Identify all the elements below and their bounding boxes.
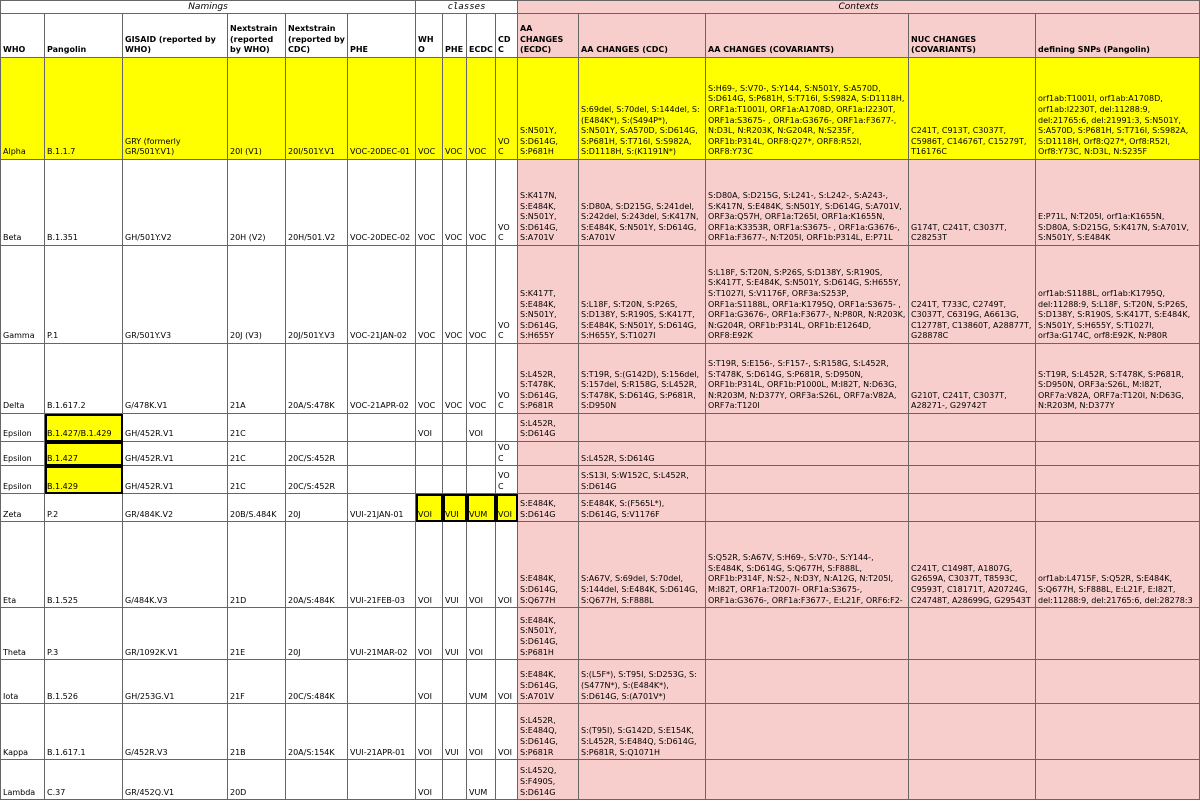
cell-class-cdc: VOI: [496, 494, 518, 522]
cell-class-who: VOC: [416, 58, 443, 160]
cell-who: Epsilon: [1, 442, 45, 466]
cell-nuc-covariants: [909, 760, 1036, 800]
cell-class-who: [416, 442, 443, 466]
cell-defining-snps: [1036, 414, 1200, 442]
cell-nextstrain-cdc: 20A/S:154K: [286, 704, 348, 760]
cell-nextstrain-who: 21B: [228, 704, 286, 760]
cell-phe: VOC-20DEC-02: [348, 160, 416, 246]
cell-nextstrain-cdc: 20C/S:484K: [286, 660, 348, 704]
cell-class-cdc: [496, 760, 518, 800]
cell-nuc-covariants: C241T, T733C, C2749T, C3037T, C6319G, A6613G, C12778T, C13860T, A28877T, G28878C: [909, 246, 1036, 344]
cell-class-cdc: VOC: [496, 466, 518, 494]
cell-nextstrain-who: 21C: [228, 442, 286, 466]
cell-nextstrain-cdc: 20A/S:484K: [286, 522, 348, 608]
cell-nuc-covariants: [909, 608, 1036, 660]
col-nuc-covariants: NUC CHANGES (COVARIANTS): [909, 14, 1036, 58]
cell-who: Kappa: [1, 704, 45, 760]
cell-aa-ecdc: S:E484K, S:N501Y, S:D614G, S:P681H: [518, 608, 579, 660]
col-nextstrain-cdc: Nextstrain (reported by CDC): [286, 14, 348, 58]
cell-pangolin: B.1.351: [45, 160, 123, 246]
cell-class-cdc: [496, 608, 518, 660]
cell-aa-cdc: S:E484K, S:(F565L*), S:D614G, S:V1176F: [579, 494, 706, 522]
cell-class-cdc: VOI: [496, 522, 518, 608]
cell-class-ecdc: VOI: [467, 608, 496, 660]
cell-aa-cdc: S:S13I, S:W152C, S:L452R, S:D614G: [579, 466, 706, 494]
cell-aa-covariants: [706, 608, 909, 660]
cell-defining-snps: [1036, 494, 1200, 522]
cell-class-phe: [443, 442, 467, 466]
cell-aa-ecdc: S:K417N, S:E484K, S:N501Y, S:D614G, S:A701V: [518, 160, 579, 246]
cell-aa-cdc: S:L452R, S:D614G: [579, 442, 706, 466]
col-phe: PHE: [348, 14, 416, 58]
cell-gisaid: GH/253G.V1: [123, 660, 228, 704]
cell-aa-cdc: [579, 760, 706, 800]
cell-aa-ecdc: [518, 466, 579, 494]
cell-class-cdc: VOC: [496, 246, 518, 344]
cell-nextstrain-cdc: 20C/S:452R: [286, 466, 348, 494]
cell-who: Alpha: [1, 58, 45, 160]
cell-class-phe: [443, 414, 467, 442]
cell-class-phe: VOC: [443, 246, 467, 344]
cell-nextstrain-who: 21F: [228, 660, 286, 704]
cell-class-phe: VOC: [443, 160, 467, 246]
cell-aa-ecdc: S:E484K, S:D614G, S:Q677H: [518, 522, 579, 608]
table-row: [1, 466, 1200, 494]
cell-class-phe: VUI: [443, 522, 467, 608]
cell-class-who: VOI: [416, 608, 443, 660]
cell-phe: VUI-21APR-01: [348, 704, 416, 760]
cell-aa-covariants: [706, 442, 909, 466]
cell-aa-ecdc: S:E484K, S:D614G, S:A701V: [518, 660, 579, 704]
cell-pangolin: P.2: [45, 494, 123, 522]
cell-class-who: VOC: [416, 246, 443, 344]
group-namings: Namings: [1, 1, 416, 14]
cell-class-who: VOI: [416, 760, 443, 800]
table-row: [1, 760, 1200, 800]
cell-class-cdc: VOC: [496, 344, 518, 414]
cell-gisaid: GH/501Y.V2: [123, 160, 228, 246]
cell-who: Epsilon: [1, 414, 45, 442]
cell-class-phe: [443, 660, 467, 704]
table-row: [1, 414, 1200, 442]
cell-defining-snps: [1036, 466, 1200, 494]
cell-defining-snps: E:P71L, N:T205I, orf1a:K1655N, S:D80A, S:D215G, S:K417N, S:A701V, S:N501Y, S:E484K: [1036, 160, 1200, 246]
cell-class-ecdc: VOI: [467, 704, 496, 760]
cell-aa-cdc: S:D80A, S:D215G, S:241del, S:242del, S:243del, S:K417N, S:E484K, S:N501Y, S:D614G, S:A701V: [579, 160, 706, 246]
cell-nextstrain-who: 21D: [228, 522, 286, 608]
cell-pangolin: P.3: [45, 608, 123, 660]
table-row: [1, 442, 1200, 466]
cell-class-who: VOI: [416, 414, 443, 442]
cell-aa-covariants: S:L18F, S:T20N, S:P26S, S:D138Y, S:R190S, S:K417T, S:E484K, S:N501Y, S:D614G, S:H655Y, S:T1027I, S:V1176F, ORF3a:S253P, ORF1a:S1188L, ORF1a:K1795Q, ORF1a:S3675- , ORF1a:G3676-, ORF1a:F3677-, N:P80R, N:R203K, N:G204R, ORF1b:P314L, ORF1b:E1264D, ORF8:E92K: [706, 246, 909, 344]
cell-nuc-covariants: [909, 442, 1036, 466]
table-row: [1, 246, 1200, 344]
cell-nextstrain-cdc: 20C/S:452R: [286, 442, 348, 466]
cell-class-ecdc: VOC: [467, 160, 496, 246]
cell-nextstrain-cdc: 20I/501Y.V1: [286, 58, 348, 160]
cell-aa-covariants: S:D80A, S:D215G, S:L241-, S:L242-, S:A243-, S:K417N, S:E484K, S:N501Y, S:D614G, S:A701V, ORF3a:Q57H, ORF1a:T265I, ORF1a:K1655N, ORF1a:K3353R, ORF1a:S3675- , ORF1a:G3676-, ORF1a:F3677-, N:T205I, ORF1b:P314L, E:P71L: [706, 160, 909, 246]
cell-aa-ecdc: S:K417T, S:E484K, S:N501Y, S:D614G, S:H655Y: [518, 246, 579, 344]
col-aa-covariants: AA CHANGES (COVARIANTS): [706, 14, 909, 58]
cell-class-who: VOC: [416, 344, 443, 414]
cell-class-ecdc: VUM: [467, 494, 496, 522]
cell-defining-snps: [1036, 608, 1200, 660]
cell-nextstrain-who: 20J (V3): [228, 246, 286, 344]
cell-gisaid: G/484K.V3: [123, 522, 228, 608]
cell-nuc-covariants: [909, 494, 1036, 522]
cell-class-who: VOI: [416, 494, 443, 522]
cell-pangolin: B.1.617.2: [45, 344, 123, 414]
cell-class-ecdc: VUM: [467, 760, 496, 800]
cell-nextstrain-cdc: [286, 414, 348, 442]
cell-defining-snps: orf1ab:S1188L, orf1ab:K1795Q, del:11288:9, S:L18F, S:T20N, S:P26S, S:D138Y, S:R190S, S:K417T, S:E484K, S:N501Y, S:H655Y, S:T1027I, orf3a:G174C, orf8:E92K, N:P80R: [1036, 246, 1200, 344]
cell-class-phe: VUI: [443, 704, 467, 760]
cell-aa-ecdc: S:L452R, S:T478K, S:D614G, S:P681R: [518, 344, 579, 414]
cell-aa-covariants: [706, 660, 909, 704]
table-row: [1, 160, 1200, 246]
cell-pangolin: B.1.526: [45, 660, 123, 704]
cell-pangolin: B.1.525: [45, 522, 123, 608]
cell-phe: VUI-21MAR-02: [348, 608, 416, 660]
cell-who: Lambda: [1, 760, 45, 800]
cell-aa-covariants: S:T19R, S:E156-, S:F157-, S:R158G, S:L452R, S:T478K, S:D614G, S:P681R, S:D950N, ORF1b:P314L, ORF1b:P1000L, M:I82T, N:D63G, N:R203M, N:D377Y, ORF3a:S26L, ORF7a:V82A, ORF7a:T120I: [706, 344, 909, 414]
cell-class-ecdc: VUM: [467, 660, 496, 704]
cell-aa-cdc: S:A67V, S:69del, S:70del, S:144del, S:E484K, S:D614G, S:Q677H, S:F888L: [579, 522, 706, 608]
cell-nextstrain-cdc: 20J/501Y.V3: [286, 246, 348, 344]
cell-who: Gamma: [1, 246, 45, 344]
cell-who: Theta: [1, 608, 45, 660]
col-class-who: WHO: [416, 14, 443, 58]
cell-nextstrain-who: 20B/S.484K: [228, 494, 286, 522]
col-pangolin: Pangolin: [45, 14, 123, 58]
cell-class-cdc: VOI: [496, 660, 518, 704]
cell-nextstrain-cdc: 20H/501.V2: [286, 160, 348, 246]
table-row: [1, 58, 1200, 160]
col-nextstrain-who: Nextstrain (reported by WHO): [228, 14, 286, 58]
cell-aa-cdc: S:69del, S:70del, S:144del, S:(E484K*), S:(S494P*), S:N501Y, S:A570D, S:D614G, S:P681H, S:T716I, S:S982A, S:D1118H, S:(K1191N*): [579, 58, 706, 160]
table-row: [1, 660, 1200, 704]
cell-defining-snps: [1036, 442, 1200, 466]
cell-aa-cdc: S:T19R, S:(G142D), S:156del, S:157del, S:R158G, S:L452R, S:T478K, S:D614G, S:P681R, S:D950N: [579, 344, 706, 414]
cell-class-ecdc: VOI: [467, 414, 496, 442]
cell-aa-covariants: [706, 494, 909, 522]
cell-nextstrain-who: 20I (V1): [228, 58, 286, 160]
cell-phe: VOC-20DEC-01: [348, 58, 416, 160]
cell-nextstrain-who: 21A: [228, 344, 286, 414]
cell-nuc-covariants: [909, 704, 1036, 760]
table-row: [1, 344, 1200, 414]
cell-defining-snps: orf1ab:T1001I, orf1ab:A1708D, orf1ab:I2230T, del:11288:9, del:21765:6, del:21991:3, S:N501Y, S:A570D, S:P681H, S:T716I, S:S982A, S:D1118H, Orf8:Q27*, Orf8:R52I, Orf8:Y73C, N:D3L, N:S235F: [1036, 58, 1200, 160]
cell-defining-snps: orf1ab:L4715F, S:Q52R, S:E484K, S:Q677H, S:F888L, E:L21F, E:I82T, del:11288:9, del:21765:6, del:28278:3: [1036, 522, 1200, 608]
cell-phe: [348, 660, 416, 704]
cell-class-cdc: [496, 414, 518, 442]
cell-class-ecdc: VOC: [467, 246, 496, 344]
cell-class-phe: [443, 466, 467, 494]
cell-aa-covariants: S:Q52R, S:A67V, S:H69-, S:V70-, S:Y144-, S:E484K, S:D614G, S:Q677H, S:F888L, ORF1b:P314F, N:S2-, N:D3Y, N:A12G, N:T205I, M:I82T, ORF1a:T2007I- ORF1a:S3675-, ORF1a:G3676-, ORF1a:F3677-, E:L21F, ORF6:F2-: [706, 522, 909, 608]
cell-aa-cdc: S:L18F, S:T20N, S:P26S, S:D138Y, S:R190S, S:K417T, S:E484K, S:N501Y, S:D614G, S:H655Y, S:T1027I: [579, 246, 706, 344]
cell-gisaid: G/478K.V1: [123, 344, 228, 414]
cell-class-phe: VOC: [443, 344, 467, 414]
cell-aa-covariants: [706, 414, 909, 442]
cell-who: Eta: [1, 522, 45, 608]
col-class-ecdc: ECDC: [467, 14, 496, 58]
cell-aa-covariants: [706, 760, 909, 800]
cell-defining-snps: [1036, 704, 1200, 760]
cell-class-ecdc: [467, 442, 496, 466]
cell-phe: [348, 442, 416, 466]
table-row: [1, 608, 1200, 660]
col-who: WHO: [1, 14, 45, 58]
cell-phe: VUI-21JAN-01: [348, 494, 416, 522]
cell-gisaid: GRY (formerly GR/501Y.V1): [123, 58, 228, 160]
cell-who: Zeta: [1, 494, 45, 522]
cell-gisaid: GH/452R.V1: [123, 414, 228, 442]
col-gisaid: GISAID (reported by WHO): [123, 14, 228, 58]
cell-aa-ecdc: S:L452R, S:E484Q, S:D614G, S:P681R: [518, 704, 579, 760]
cell-phe: [348, 760, 416, 800]
cell-class-phe: VUI: [443, 608, 467, 660]
cell-nuc-covariants: [909, 660, 1036, 704]
cell-gisaid: GR/484K.V2: [123, 494, 228, 522]
cell-nuc-covariants: G174T, C241T, C3037T, C28253T: [909, 160, 1036, 246]
cell-aa-covariants: S:H69-, S:V70-, S:Y144, S:N501Y, S:A570D, S:D614G, S:P681H, S:T716I, S:S982A, S:D1118H, ORF1a:T1001I, ORF1a:A1708D, ORF1a:I2230T, ORF1a:S3675- , ORF1a:G3676-, ORF1a:F3677-, N:D3L, N:R203K, N:G204R, N:S235F, ORF1b:P314L, ORF8:Q27*, ORF8:R52I, ORF8:Y73C: [706, 58, 909, 160]
cell-nuc-covariants: [909, 466, 1036, 494]
cell-aa-covariants: [706, 704, 909, 760]
cell-aa-ecdc: S:N501Y, S:D614G, S:P681H: [518, 58, 579, 160]
cell-class-cdc: VOC: [496, 58, 518, 160]
cell-class-cdc: VOC: [496, 160, 518, 246]
cell-class-ecdc: VOC: [467, 344, 496, 414]
cell-aa-cdc: [579, 608, 706, 660]
cell-defining-snps: [1036, 760, 1200, 800]
cell-nuc-covariants: G210T, C241T, C3037T, A28271-, G29742T: [909, 344, 1036, 414]
cell-nextstrain-who: 21C: [228, 414, 286, 442]
col-class-cdc: CDC: [496, 14, 518, 58]
cell-nuc-covariants: C241T, C1498T, A1807G, G2659A, C3037T, T8593C, C9593T, C18171T, A20724G, C24748T, A28699G, G29543T: [909, 522, 1036, 608]
cell-class-ecdc: VOI: [467, 522, 496, 608]
cell-aa-ecdc: S:L452R, S:D614G: [518, 414, 579, 442]
cell-nuc-covariants: C241T, C913T, C3037T, C5986T, C14676T, C15279T, T16176C: [909, 58, 1036, 160]
cell-nextstrain-cdc: [286, 760, 348, 800]
cell-pangolin: B.1.427/B.1.429: [45, 414, 123, 442]
cell-who: Iota: [1, 660, 45, 704]
cell-aa-cdc: [579, 414, 706, 442]
cell-class-who: VOI: [416, 660, 443, 704]
cell-class-who: VOI: [416, 522, 443, 608]
cell-who: Beta: [1, 160, 45, 246]
col-defining-snps: defining SNPs (Pangolin): [1036, 14, 1200, 58]
cell-class-phe: VUI: [443, 494, 467, 522]
cell-aa-cdc: S:(L5F*), S:T95I, S:D253G, S:(S477N*), S:(E484K*), S:D614G, S:(A701V*): [579, 660, 706, 704]
cell-pangolin: C.37: [45, 760, 123, 800]
cell-aa-covariants: [706, 466, 909, 494]
cell-phe: [348, 466, 416, 494]
group-classes: classes: [416, 1, 518, 14]
cell-gisaid: GR/501Y.V3: [123, 246, 228, 344]
cell-pangolin: B.1.427: [45, 442, 123, 466]
cell-gisaid: GH/452R.V1: [123, 442, 228, 466]
cell-class-cdc: VOC: [496, 442, 518, 466]
cell-class-phe: VOC: [443, 58, 467, 160]
cell-gisaid: GH/452R.V1: [123, 466, 228, 494]
cell-pangolin: B.1.429: [45, 466, 123, 494]
cell-class-cdc: VOI: [496, 704, 518, 760]
cell-phe: VUI-21FEB-03: [348, 522, 416, 608]
cell-defining-snps: S:T19R, S:L452R, S:T478K, S:P681R, S:D950N, ORF3a:S26L, M:I82T, ORF7a:V82A, ORF7a:T120I, N:D63G, N:R203M, N:D377Y: [1036, 344, 1200, 414]
cell-phe: VOC-21JAN-02: [348, 246, 416, 344]
table-row: [1, 522, 1200, 608]
cell-nextstrain-who: 21E: [228, 608, 286, 660]
cell-nuc-covariants: [909, 414, 1036, 442]
cell-class-who: [416, 466, 443, 494]
cell-aa-ecdc: S:L452Q, S:F490S, S:D614G: [518, 760, 579, 800]
cell-aa-ecdc: [518, 442, 579, 466]
cell-nextstrain-cdc: 20J: [286, 494, 348, 522]
cell-class-ecdc: [467, 466, 496, 494]
cell-phe: VOC-21APR-02: [348, 344, 416, 414]
cell-class-who: VOC: [416, 160, 443, 246]
cell-pangolin: B.1.617.1: [45, 704, 123, 760]
cell-class-phe: [443, 760, 467, 800]
cell-gisaid: GR/452Q.V1: [123, 760, 228, 800]
col-aa-ecdc: AA CHANGES (ECDC): [518, 14, 579, 58]
table-row: [1, 704, 1200, 760]
table-row: [1, 494, 1200, 522]
cell-nextstrain-who: 20H (V2): [228, 160, 286, 246]
cell-gisaid: G/452R.V3: [123, 704, 228, 760]
col-class-phe: PHE: [443, 14, 467, 58]
cell-aa-cdc: S:(T95I), S:G142D, S:E154K, S:L452R, S:E484Q, S:D614G, S:P681R, S:Q1071H: [579, 704, 706, 760]
cell-aa-ecdc: S:E484K, S:D614G: [518, 494, 579, 522]
cell-phe: [348, 414, 416, 442]
cell-defining-snps: [1036, 660, 1200, 704]
col-aa-cdc: AA CHANGES (CDC): [579, 14, 706, 58]
cell-nextstrain-cdc: 20A/S:478K: [286, 344, 348, 414]
cell-pangolin: B.1.1.7: [45, 58, 123, 160]
cell-pangolin: P.1: [45, 246, 123, 344]
cell-gisaid: GR/1092K.V1: [123, 608, 228, 660]
cell-class-ecdc: VOC: [467, 58, 496, 160]
cell-class-who: VOI: [416, 704, 443, 760]
cell-nextstrain-who: 20D: [228, 760, 286, 800]
cell-nextstrain-who: 21C: [228, 466, 286, 494]
cell-who: Epsilon: [1, 466, 45, 494]
group-contexts: Contexts: [518, 1, 1200, 14]
cell-who: Delta: [1, 344, 45, 414]
cell-nextstrain-cdc: 20J: [286, 608, 348, 660]
